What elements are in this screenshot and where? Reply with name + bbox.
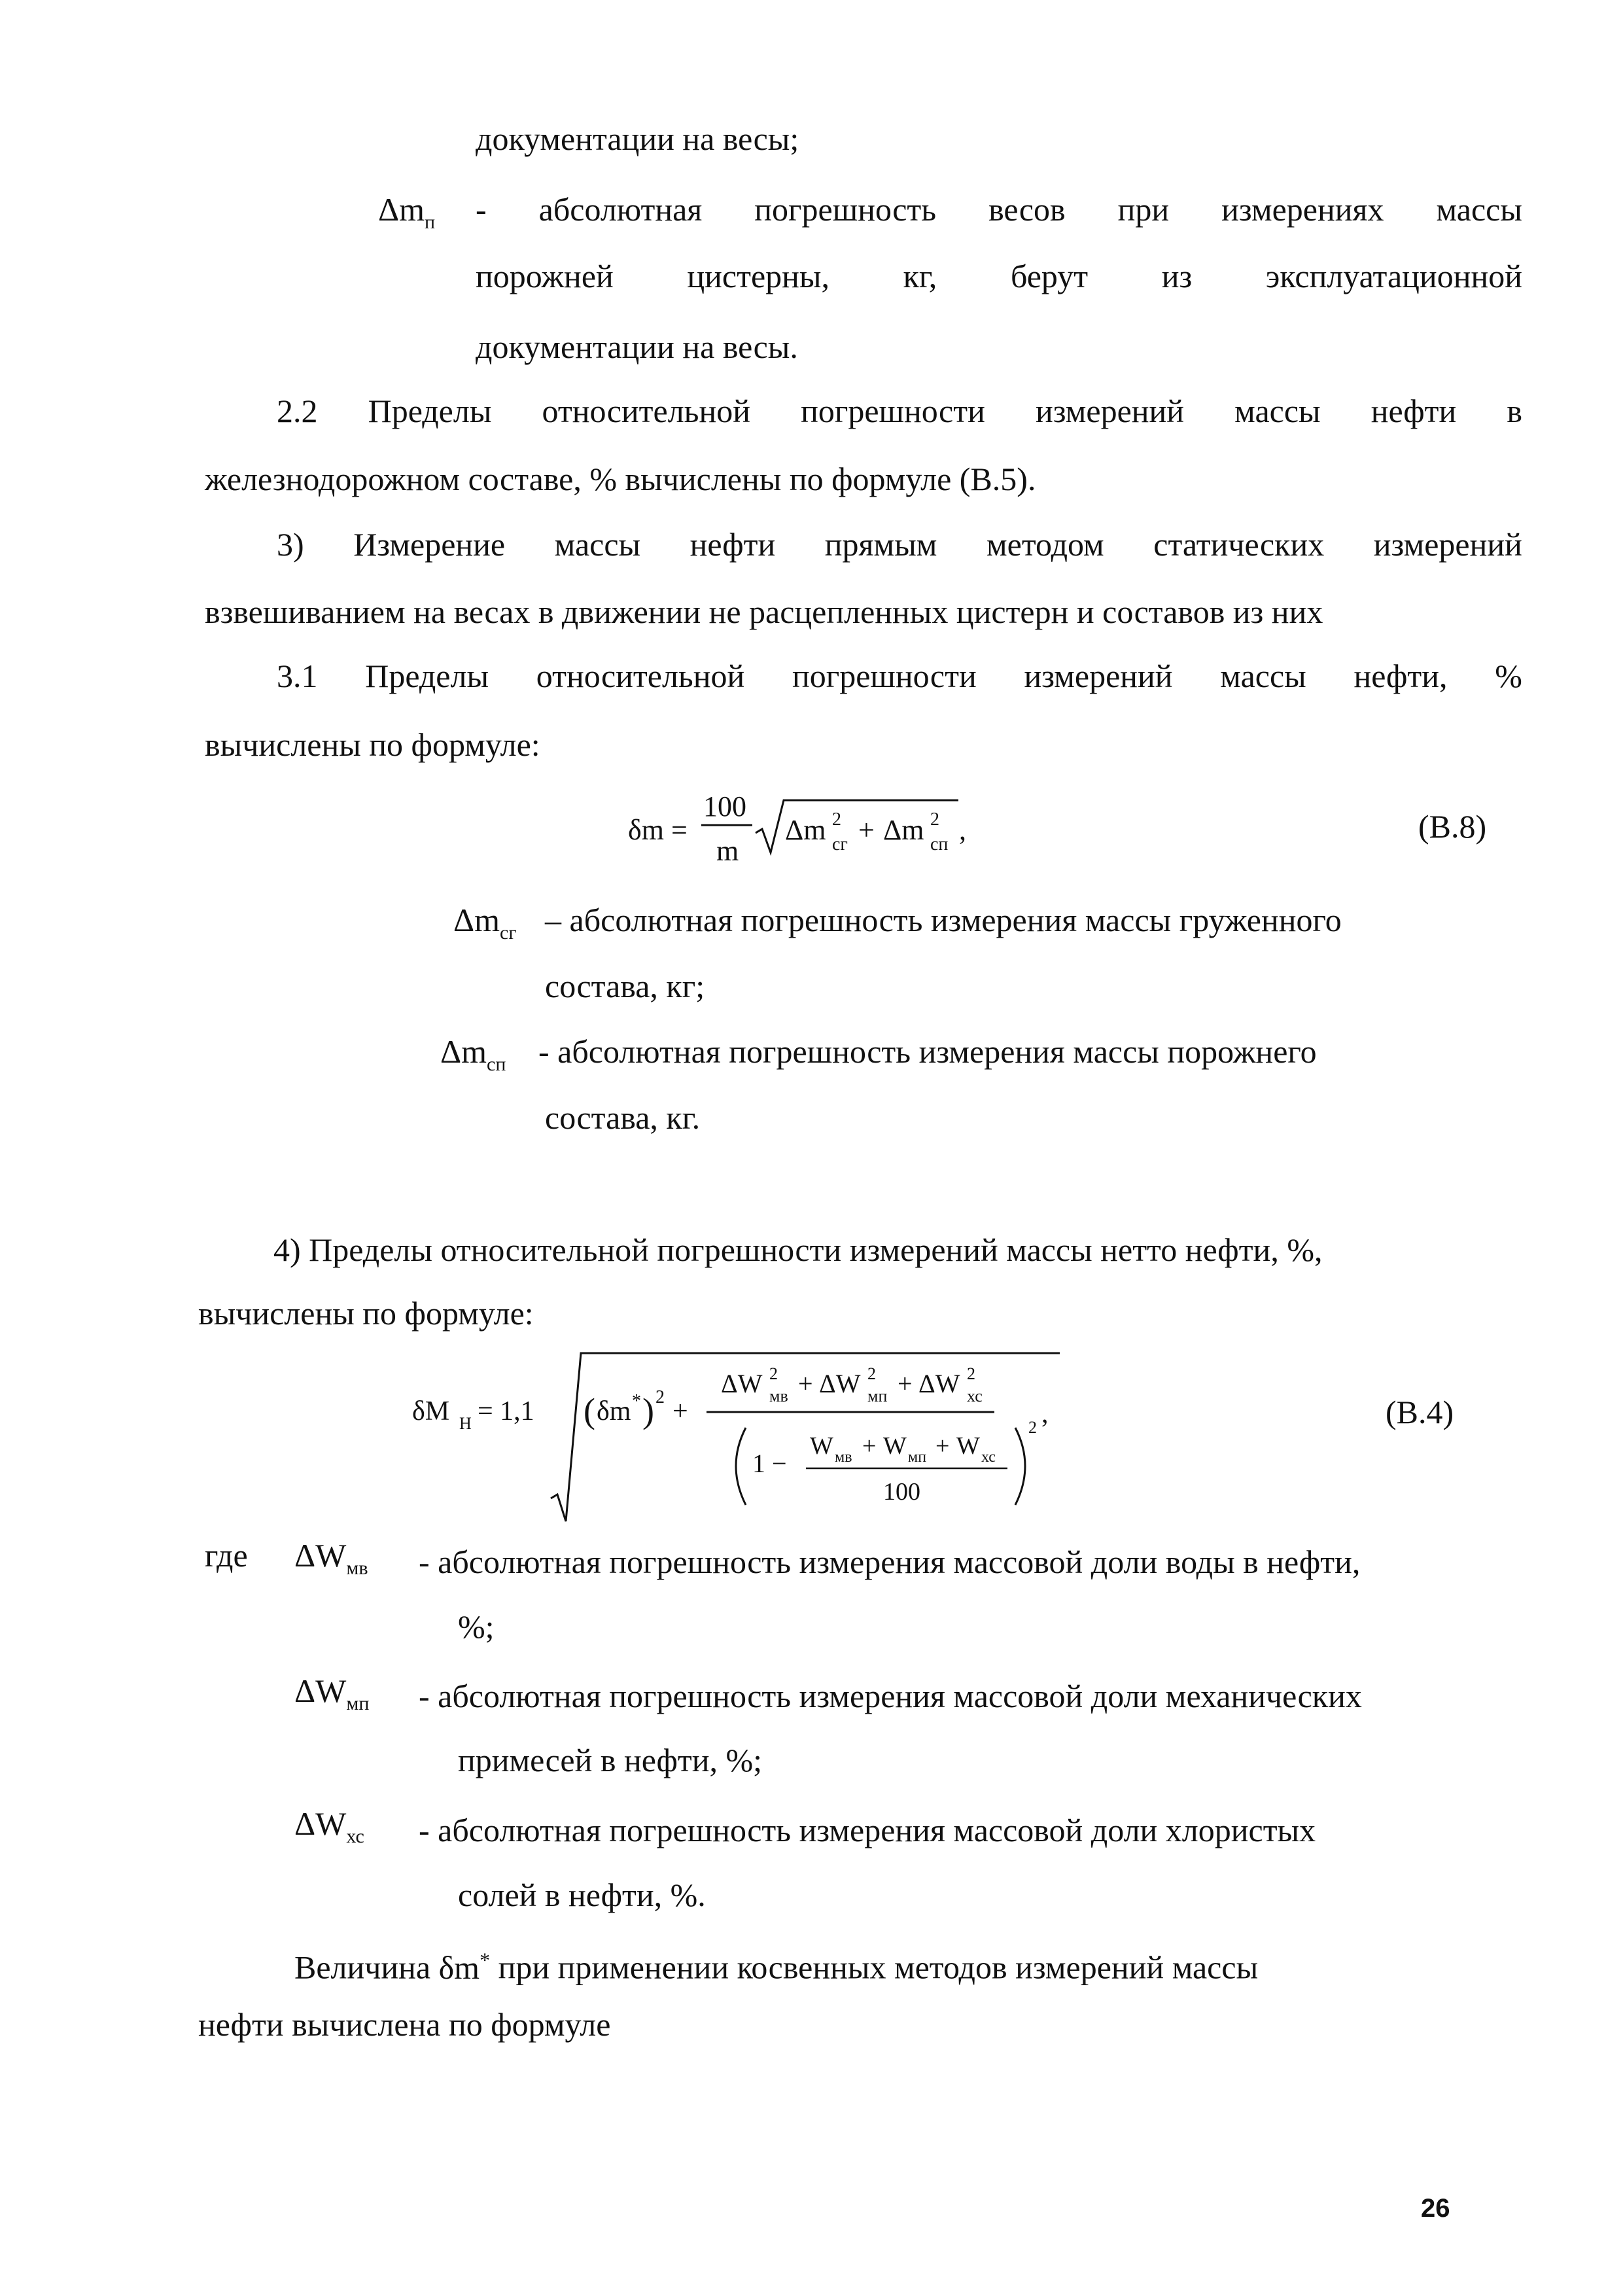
den-w3-sub: хс: [981, 1449, 996, 1466]
paragraph-line: взвешиванием на весах в движении не расцепленных цистерн и составов из них: [205, 593, 1323, 630]
symbol-base: Δm: [440, 1033, 487, 1070]
paragraph-line: [294, 1940, 1258, 1987]
num-plus1: +: [798, 1369, 813, 1398]
paragraph-line: железнодорожном составе, % вычислены по формуле (В.5).: [205, 461, 1036, 497]
den-w2-sub: мп: [908, 1449, 927, 1466]
den-one-minus: 1 −: [752, 1449, 787, 1478]
word: -: [476, 191, 487, 228]
formula-term1-sub: сг: [832, 834, 848, 855]
word: измерений: [1035, 393, 1185, 429]
paragraph-line: 4) Пределы относительной погрешности измерений массы нетто нефти, %,: [273, 1231, 1323, 1268]
definition-line: [476, 256, 1522, 296]
word: массы: [554, 526, 641, 563]
definition-line: [476, 190, 1522, 229]
definition-line: примесей в нефти, %;: [458, 1742, 763, 1778]
formula-star: *: [632, 1391, 641, 1411]
word: 2.2: [277, 393, 318, 429]
word: нефти: [689, 526, 776, 563]
definition-line: солей в нефти, %.: [458, 1877, 706, 1913]
formula-dm: δm: [597, 1396, 631, 1426]
den-w1: W: [810, 1432, 833, 1460]
word: порожней: [476, 258, 614, 294]
word: погрешности: [801, 393, 985, 429]
den-w1-sub: мв: [835, 1449, 852, 1466]
num-exp3: 2: [967, 1364, 975, 1383]
paragraph-line: [277, 391, 1522, 431]
definition-line: документации на весы.: [476, 328, 798, 365]
symbol-delta-msp: [440, 1032, 506, 1076]
formula-b8: [589, 782, 1178, 880]
symbol-subscript: хс: [346, 1826, 364, 1847]
word: кг,: [903, 258, 937, 294]
formula-plus: +: [672, 1396, 688, 1426]
word: статических: [1153, 526, 1325, 563]
formula-term1: Δm: [785, 814, 826, 846]
definition-line: - абсолютная погрешность измерения массовой доли механических: [419, 1678, 1362, 1714]
formula-lhs-sub: Н: [459, 1414, 472, 1433]
symbol-delta-mp: [378, 190, 435, 234]
word: массы: [1220, 658, 1306, 694]
paragraph-line: [277, 656, 1522, 696]
paragraph-line: [277, 525, 1522, 564]
symbol-base: ΔW: [294, 1805, 347, 1842]
word: прямым: [824, 526, 937, 563]
num-dw1: ΔW: [721, 1369, 763, 1398]
symbol-delta-msg: [453, 900, 517, 945]
den-100: 100: [883, 1478, 920, 1506]
final-symbol: [439, 1949, 490, 1986]
word: методом: [986, 526, 1104, 563]
num-sub1: мв: [769, 1386, 788, 1405]
paragription-line: нефти вычислена по формуле: [198, 2006, 611, 2043]
symbol-delta-wmv: [294, 1536, 368, 1580]
formula-open-paren: (: [584, 1391, 595, 1430]
definition-line: - абсолютная погрешность измерения массовой доли воды в нефти,: [419, 1544, 1361, 1580]
symbol-base: ΔW: [294, 1672, 347, 1709]
word: нефти,: [1353, 658, 1448, 694]
formula-denominator: m: [716, 835, 739, 867]
word: из: [1161, 258, 1193, 294]
num-sub2: мп: [867, 1386, 888, 1405]
den-left-paren: [736, 1428, 746, 1505]
word: берут: [1010, 258, 1089, 294]
definition-line: %;: [458, 1608, 495, 1645]
definition-line: – абсолютная погрешность измерения массы груженного: [545, 902, 1342, 938]
formula-exp2: 2: [930, 809, 939, 830]
word: погрешность: [754, 191, 937, 228]
den-w2: W: [883, 1432, 907, 1460]
symbol-delta-wmp: [294, 1671, 369, 1716]
final-text: при применении косвенных методов измерений массы: [498, 1949, 1259, 1986]
den-plus1: +: [862, 1432, 877, 1460]
paragraph-line: вычислены по формуле:: [198, 1295, 534, 1332]
word: Измерение: [353, 526, 506, 563]
formula-plus: +: [858, 814, 875, 846]
formula-lhs: δm =: [628, 814, 688, 846]
equation-number: (В.8): [1418, 808, 1487, 845]
definition-line: - абсолютная погрешность измерения массы порожнего: [538, 1033, 1317, 1070]
den-plus2: +: [935, 1432, 950, 1460]
word: цистерны,: [687, 258, 830, 294]
word: при: [1117, 191, 1170, 228]
symbol-base: ΔW: [294, 1537, 347, 1574]
formula-exp: 2: [655, 1387, 665, 1407]
word: массы: [1436, 191, 1522, 228]
formula-comma: ,: [1041, 1399, 1049, 1429]
formula-close-paren: ): [642, 1391, 654, 1430]
formula-eq: = 1,1: [478, 1396, 534, 1426]
word: эксплуатационной: [1265, 258, 1522, 294]
word: массы: [1234, 393, 1321, 429]
num-plus2: +: [898, 1369, 913, 1398]
word: %: [1495, 658, 1522, 694]
formula-lhs: δM: [412, 1396, 450, 1426]
word: относительной: [536, 658, 745, 694]
equation-number: (В.4): [1386, 1394, 1454, 1430]
symbol-subscript: мп: [346, 1693, 370, 1714]
page-number: 26: [1421, 2194, 1450, 2223]
num-exp2: 2: [867, 1364, 876, 1383]
symbol-delta-wxc: [294, 1804, 364, 1848]
word: погрешности: [792, 658, 977, 694]
word: 3): [277, 526, 304, 563]
symbol-subscript: мв: [346, 1557, 368, 1579]
text-line: документации на весы;: [476, 120, 799, 157]
num-dw3: ΔW: [918, 1369, 960, 1398]
final-sym-base: δm: [438, 1949, 480, 1986]
definition-line: состава, кг.: [545, 1099, 701, 1136]
symbol-base: Δm: [453, 902, 500, 938]
paragraph-line: вычислены по формуле:: [205, 726, 540, 763]
word: относительной: [542, 393, 750, 429]
den-right-paren: [1015, 1428, 1025, 1505]
final-sym-star: *: [480, 1948, 491, 1971]
final-word: Величина: [294, 1949, 431, 1986]
num-exp1: 2: [769, 1364, 778, 1383]
formula-comma: ,: [959, 814, 966, 846]
definition-line: - абсолютная погрешность измерения массовой доли хлористых: [419, 1812, 1316, 1848]
formula-numerator: 100: [703, 790, 746, 822]
num-dw2: ΔW: [819, 1369, 861, 1398]
num-sub3: хс: [967, 1386, 983, 1405]
formula-term2: Δm: [883, 814, 924, 846]
formula-term2-sub: сп: [930, 834, 949, 855]
word: Пределы: [365, 658, 489, 694]
word: 3.1: [277, 658, 318, 694]
word: Пределы: [368, 393, 492, 429]
symbol-base: Δm: [378, 191, 425, 228]
den-w3: W: [956, 1432, 980, 1460]
den-exp: 2: [1028, 1418, 1037, 1437]
word: измерений: [1024, 658, 1173, 694]
word: абсолютная: [538, 191, 703, 228]
word: измерениях: [1221, 191, 1384, 228]
symbol-subscript: сп: [487, 1053, 506, 1075]
word: измерений: [1373, 526, 1522, 563]
word: весов: [988, 191, 1066, 228]
definition-line: состава, кг;: [545, 968, 705, 1004]
symbol-subscript: сг: [500, 922, 517, 944]
word: нефти: [1370, 393, 1457, 429]
word: в: [1507, 393, 1522, 429]
formula-b4: [406, 1341, 1125, 1531]
formula-exp1: 2: [832, 809, 841, 830]
symbol-subscript: п: [425, 211, 436, 233]
gde-label: где: [205, 1537, 248, 1574]
